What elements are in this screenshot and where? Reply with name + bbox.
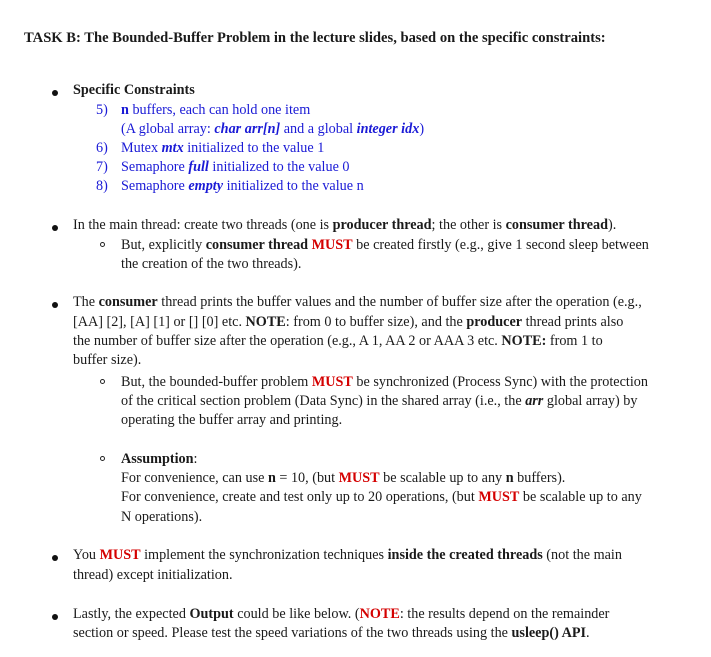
p4-note: NOTE [359,606,400,622]
p4-usleep: usleep() API [511,625,587,641]
constraint-8-pre: Semaphore [121,178,189,194]
sub-bullet-sync [100,379,105,384]
constraint-7-number: 7) [96,159,108,175]
p2-must: MUST [311,374,353,390]
p1-s5: be created firstly (e.g., give 1 second sleep between [352,237,649,253]
constraint-5-text: buffers, each can hold one item [128,102,311,118]
p1-s2: consumer thread [205,237,309,253]
bullet-expected-output [52,614,58,620]
p1-text-a: In the main thread: create two threads (one is [73,217,333,233]
constraint-6 [121,139,324,158]
arr-declaration: char arr[n] [214,121,281,137]
page-title: TASK B: The Bounded-Buffer Problem in the lecture slides, based on the specific constraints: [24,30,606,46]
p2-producer: producer [466,314,523,330]
assumption-line-1 [121,469,565,488]
consumer-prints-line-3 [73,332,603,351]
p2-l2c: : from 0 to buffer size), and the [285,314,467,330]
bullet-main-thread [52,225,58,231]
p2-s2a: of the critical section problem (Data Sync) in the shared array (i.e., the [121,393,526,409]
constraint-5-detail-end: ) [419,121,425,137]
assumption-line-3: N operations). [121,509,203,525]
as-n: n [267,470,276,486]
as-l2a: For convenience, create and test only up to 20 operations, (but [121,489,479,505]
p4-f: section or speed. Please test the speed variations of the two threads using the [73,625,512,641]
empty-variable: empty [188,178,224,194]
consumer-prints-line-1 [73,293,642,312]
p3-must: MUST [99,547,141,563]
assumption-line-2 [121,488,642,507]
sync-line-1 [121,373,648,392]
p4-output: Output [189,606,234,622]
consumer-prints-line-2 [73,313,623,332]
p1-producer: producer thread [332,217,432,233]
constraint-6-number: 6) [96,140,108,156]
bullet-consumer-prints [52,302,58,308]
p1-consumer: consumer thread [505,217,608,233]
bullet-must-implement [52,555,58,561]
p2-l2e: thread prints also [522,314,624,330]
constraint-5-n: n [121,102,129,118]
p2-s1c: be synchronized (Process Sync) with the protection [352,374,648,390]
must-implement-line-1 [73,546,622,565]
p2-s2c: global array) by [543,393,638,409]
sync-line-3: operating the buffer array and printing. [121,412,343,428]
p2-l3c: from 1 to [546,333,603,349]
as-n-2: n [505,470,514,486]
constraint-6-post: initialized to the value 1 [183,140,325,156]
as-l1c: = 10, (but [275,470,339,486]
constraint-6-pre: Mutex [121,140,162,156]
constraint-8-number: 8) [96,178,108,194]
p2-l2a: [AA] [2], [A] [1] or [] [0] etc. [73,314,246,330]
constraint-7 [121,158,350,177]
as-l1g: buffers). [513,470,566,486]
p3-e: (not the main [542,547,622,563]
constraint-5-detail-mid: and a global [280,121,357,137]
bullet-constraints [52,90,58,96]
sync-line-2 [121,392,637,411]
p2-note-2: NOTE: [501,333,547,349]
constraint-8-post: initialized to the value n [223,178,364,194]
assumption-label: Assumption [121,451,194,467]
p2-l3a: the number of buffer size after the operation (e.g., A 1, AA 2 or AAA 3 etc. [73,333,502,349]
p2-l1c: thread prints the buffer values and the number of buffer size after the operation (e.g., [157,294,642,310]
as-l1a: For convenience, can use [121,470,268,486]
p2-consumer: consumer [98,294,158,310]
as-must-1: MUST [338,470,380,486]
p1-must: MUST [311,237,353,253]
consumer-prints-line-4: buffer size). [73,352,142,368]
p2-arr: arr [525,393,544,409]
main-thread-paragraph [73,216,616,235]
consumer-first-line-1 [121,236,649,255]
constraint-5-number: 5) [96,102,108,118]
p3-c: implement the synchronization techniques [140,547,388,563]
must-implement-line-2: thread) except initialization. [73,567,233,583]
as-l1e: be scalable up to any [379,470,506,486]
expected-output-line-1 [73,605,609,624]
consumer-first-line-2: the creation of the two threads). [121,256,302,272]
full-variable: full [188,159,209,175]
p4-a: Lastly, the expected [73,606,190,622]
p3-inside: inside the created threads [387,547,543,563]
constraint-7-pre: Semaphore [121,159,189,175]
as-must-2: MUST [478,489,520,505]
constraints-heading: Specific Constraints [73,82,195,98]
assumption-heading [121,450,198,469]
p2-note: NOTE [245,314,286,330]
sub-bullet-assumption [100,456,105,461]
expected-output-line-2 [73,624,590,643]
p1-text-c: ; the other is [431,217,506,233]
constraint-5 [121,101,310,120]
constraint-5-detail-pre: (A global array: [121,121,215,137]
sub-bullet-consumer-first [100,242,105,247]
as-l2c: be scalable up to any [519,489,642,505]
idx-declaration: integer idx [356,121,420,137]
p3-a: You [73,547,100,563]
p2-s1a: But, the bounded-buffer problem [121,374,312,390]
constraint-7-post: initialized to the value 0 [208,159,350,175]
constraint-8 [121,177,364,196]
p4-h: . [586,625,590,641]
constraint-5-detail [121,120,424,139]
p4-e: : the results depend on the remainder [399,606,610,622]
assumption-colon: : [193,451,198,467]
p4-c: could be like below. ( [233,606,360,622]
mtx-variable: mtx [161,140,184,156]
p1-s1: But, explicitly [121,237,206,253]
p2-l1a: The [73,294,99,310]
p1-text-e: ). [607,217,617,233]
